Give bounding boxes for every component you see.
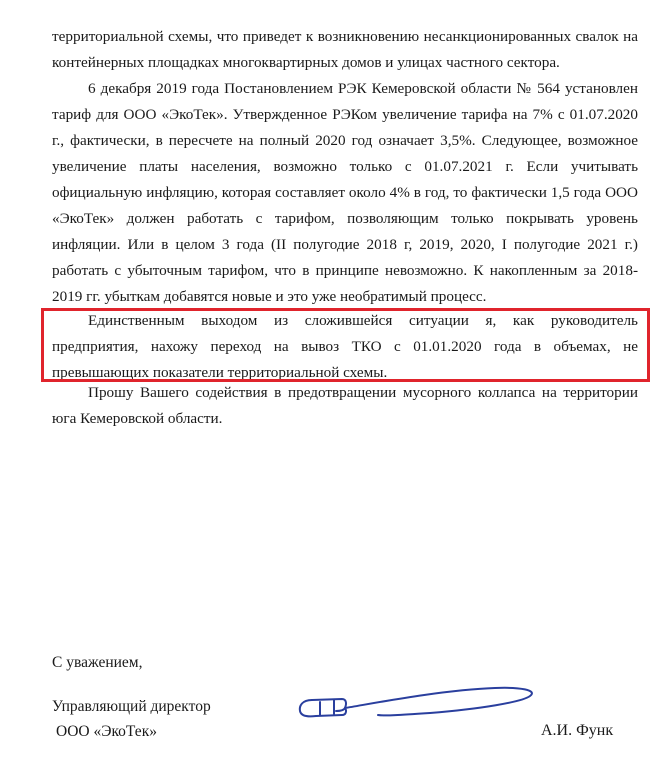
- paragraph-landfill-risk: территориальной схемы, что приведет к возникновению несанкционированных свалок на контейнерных площадках многоквартирных домов и улицах частного сектора.: [52, 28, 638, 71]
- closing-greeting: С уважением,: [52, 654, 143, 671]
- highlight-box: [41, 308, 650, 382]
- paragraph-request: Прошу Вашего содействия в предотвращении мусорного коллапса на территории юга Кемеровской области.: [52, 384, 638, 427]
- signer-name: А.И. Функ: [541, 722, 614, 739]
- signer-company: ООО «ЭкоТек»: [56, 723, 157, 740]
- paragraph-tariff: 6 декабря 2019 года Постановлением РЭК Кемеровской области № 564 установлен тариф для ООО «ЭкоТек». Утвержденное РЭКом увеличение тарифа на 7% с 01.07.2020 г., фактически, в пересчете на полный 2020 год означает 3,5%. Следующее, возможное увеличение платы населения, возможно только с 01.07.2021 г. Если учитывать официальную инфляцию, которая составляет около 4% в год, то фактически 1,5 года ООО «ЭкоТек» должен работать с тарифом, позволяющим только покрывать уровень инфляции. Или в целом 3 года (II полугодие 2018 г, 2019, 2020, I полугодие 2021 г.) работать с убыточным тарифом, что в принципе невозможно. К накопленным за 2018-2019 гг. убыткам добавятся новые и это уже необратимый процесс.: [52, 80, 638, 305]
- handwritten-signature: [290, 682, 550, 727]
- paragraph-solution: Единственным выходом из сложившейся ситуации я, как руководитель предприятия, нахожу переход на вывоз ТКО с 01.01.2020 года в объемах, не превышающих показатели территориальной схемы.: [52, 312, 638, 381]
- signer-position: Управляющий директор: [52, 698, 211, 715]
